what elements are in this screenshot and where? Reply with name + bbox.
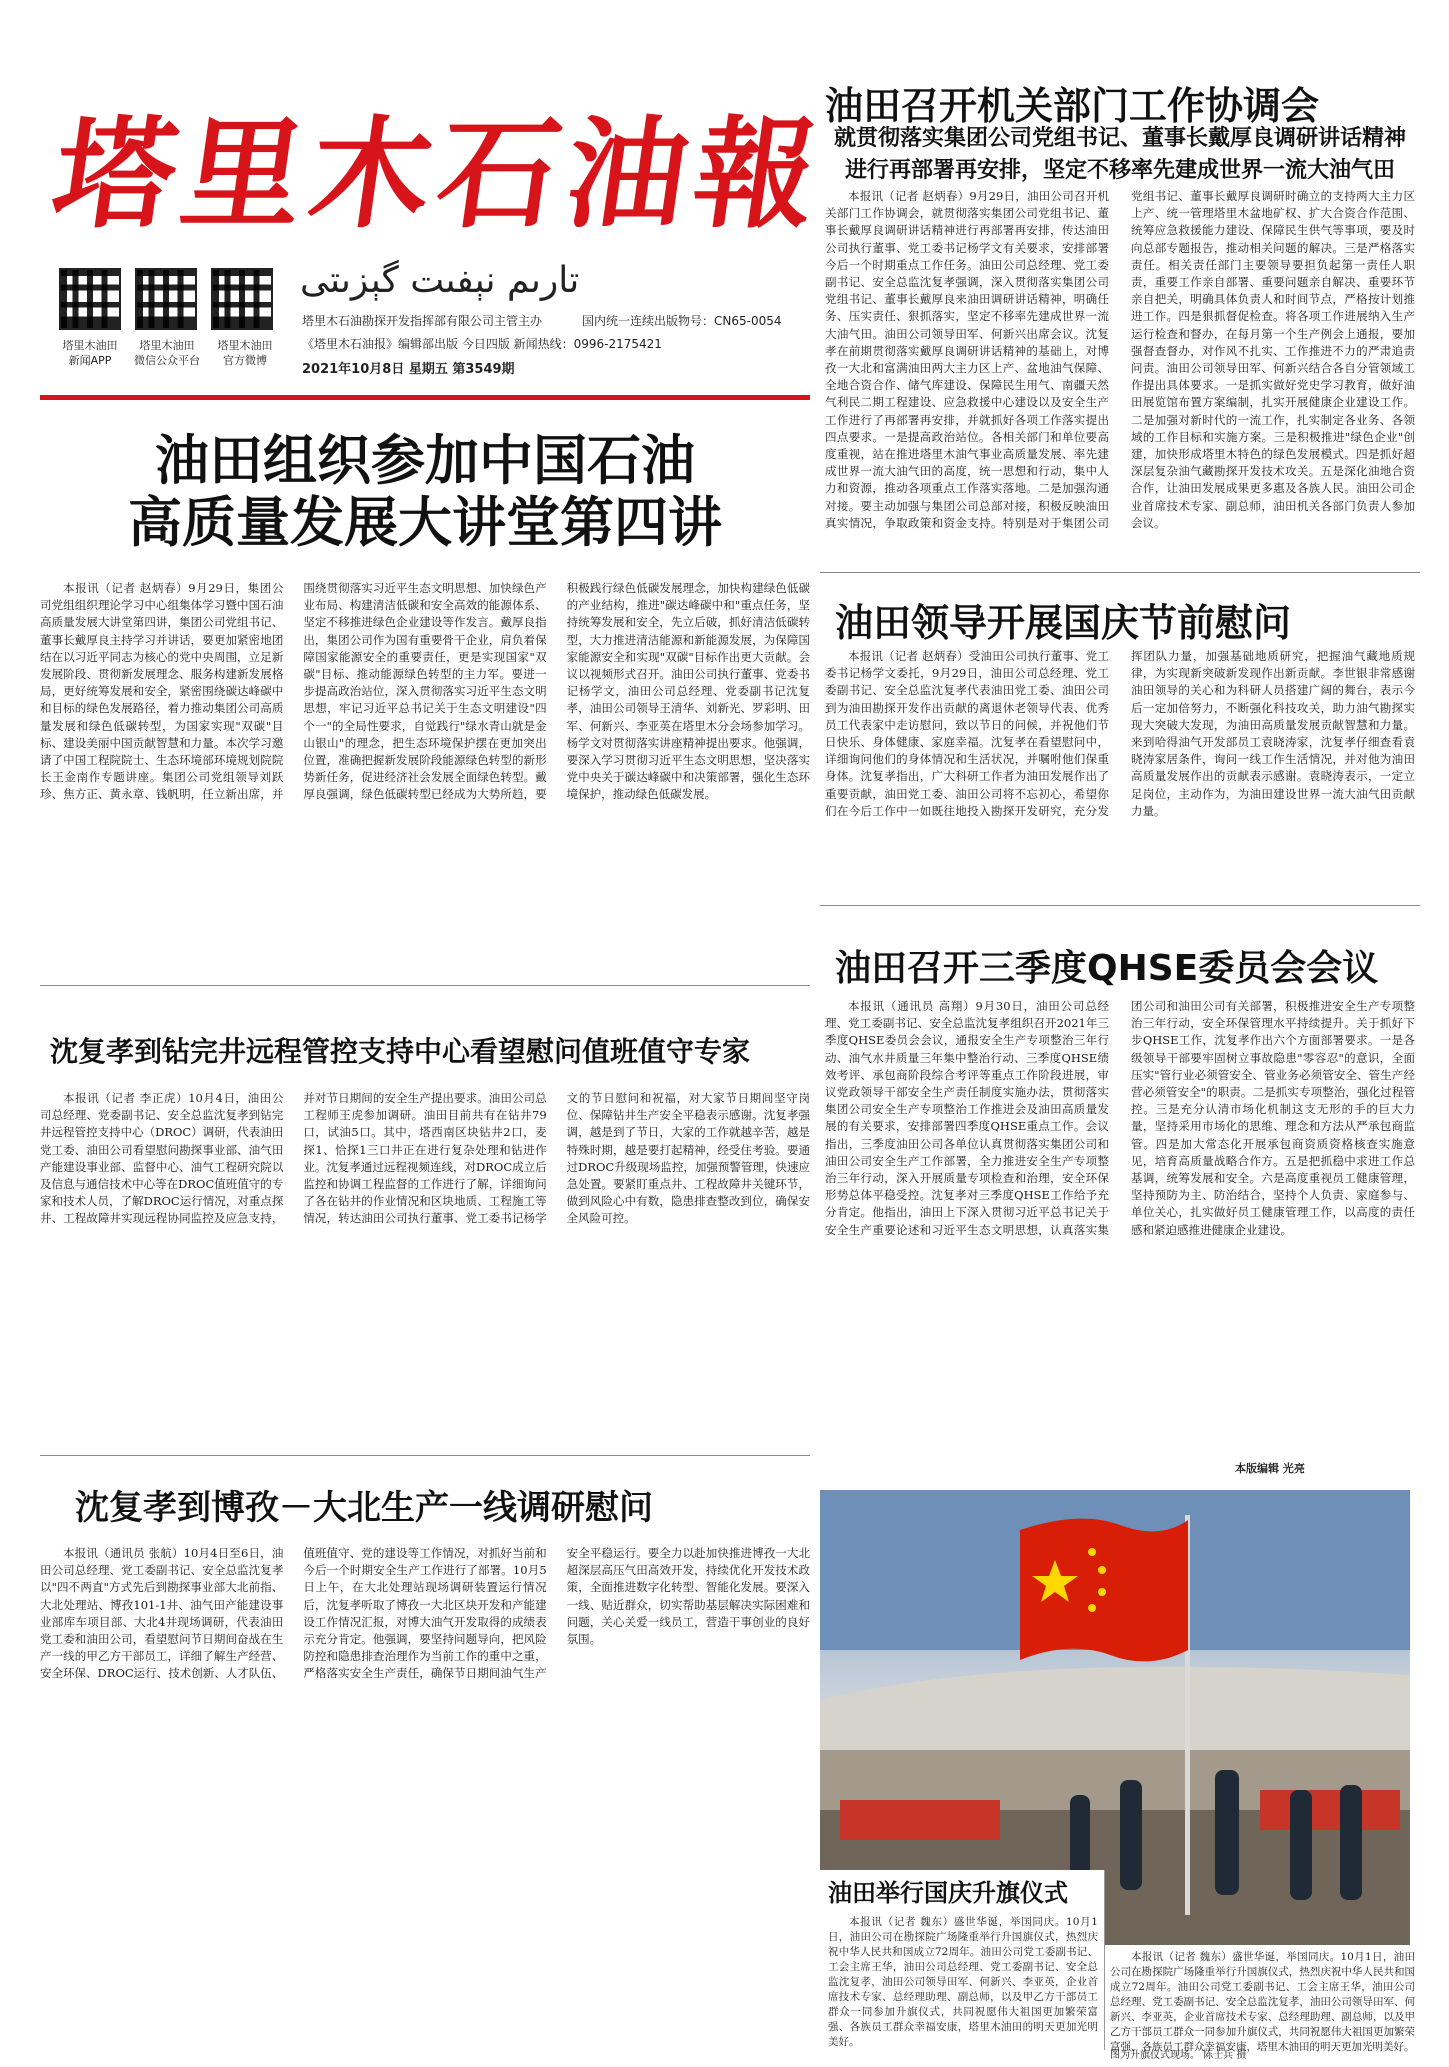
article4-headline[interactable]: 油田召开机关部门工作协调会 (825, 84, 1320, 128)
qr-label-weibo: 塔里木油田 官方微博 (217, 339, 273, 367)
article5-headline[interactable]: 油田领导开展国庆节前慰问 (835, 601, 1292, 645)
edition-line: 《塔里木石油报》编辑部出版 今日四版 新闻热线：0996-2175421 (302, 337, 662, 351)
qr-code-weibo-icon[interactable] (211, 268, 273, 330)
article3-headline[interactable]: 沈复孝到博孜－大北生产一线调研慰问 (75, 1488, 653, 1528)
lead-headline-line2: 高质量发展大讲堂第四讲 (128, 491, 722, 555)
article4-subhead (820, 122, 1420, 186)
issue-date: 2021年10月8日 星期五 第3549期 (302, 362, 515, 377)
issn-line: 国内统一连续出版物号：CN65-0054 (582, 314, 782, 328)
divider (40, 985, 810, 986)
qr-code-app-icon[interactable] (59, 268, 121, 330)
article2-headline[interactable]: 沈复孝到钻完井远程管控支持中心看望慰问值班值守专家 (50, 1035, 751, 1068)
lead-headline-line1: 油田组织参加中国石油 (155, 429, 695, 492)
photo-caption-body-left: 本报讯（记者 魏东）盛世华诞，举国同庆。10月1日，油田公司在勘探院广场隆重举行升国旗仪式，热烈庆祝中华人民共和国成立72周年。油田公司党工委副书记、工会主席王华，油田公司总经理、党工委副书记、安全总监沈复孝，油田公司领导田军、何新兴、李亚英，企业首席技术专家、总经理助理、副总师，以及甲乙方干部员工群众一同参加升旗仪式，共同祝愿伟大祖国更加繁荣富强、各族员工群众幸福安康，塔里木油田的明天更加光明美好。 (828, 1916, 1098, 2048)
article2-body: 本报讯（记者 李正虎）10月4日，油田公司总经理、党委副书记、安全总监沈复孝到钻完井远程管控支持中心（DROC）调研，代表油田党工委、油田公司看望慰问勘探事业部、油气田产能建设事业部、监督中心、油气工程研究院以及信息与通信技术中心等在DROC值班值守的专家和技术人员，了解DROC运行情况，对重点探井、工程故障井实现远程协同监控及应急支持，并对节日期间的安全生产提出要求。油田公司总工程师王虎参加调研。油田目前共有在钻井79口，试油5口。其中，塔西南区块钻井2口，麦探1、恰探1三口井正在进行复杂处理和钻进作业。沈复孝通过远程视频连线，对DROC成立后监控和协调工程监督的工作进行了解，详细询问了各在钻井的作业情况和区块地质、工程施工等情况，转达油田公司执行董事、党工委书记杨学文的节日慰问和祝福，对大家节日期间坚守岗位、保障钻井生产安全平稳表示感谢。沈复孝强调，越是到了节日，大家的工作就越辛苦，越是特殊时期，越是要打起精神，经受住考验。要通过DROC升级现场监控，加强预警管理，快速应急处置。要紧盯重点井、工程故障井关键环节，做到风险心中有数，隐患排查整改到位，确保安全风险可控。 (40, 1091, 810, 1226)
masthead-title: 塔里木石油報 (45, 104, 833, 245)
article5-body: 本报讯（记者 赵炳春）受油田公司执行董事、党工委书记杨学文委托，9月29日，油田公司总经理、党工委副书记、安全总监沈复孝代表油田党工委、油田公司到为油田勘探开发作出贡献的离退休老领导代表、优秀员工代表家中走访慰问，致以节日的问候，并祝他们节日快乐、身体健康、家庭幸福。沈复孝在看望慰问中，详细询问他们的身体情况和生活状况，并嘱咐他们保重身体。沈复孝指出，广大科研工作者为油田发展作出了重要贡献，油田党工委、油田公司将不忘初心，希望你们在今后工作中一如既往地投入勘探开发研究，充分发挥团队力量，加强基础地质研究，把握油气藏地质规律，为实现新突破新发现作出新贡献。李世银非常感谢油田领导的关心和为科研人员搭建广阔的舞台，表示今后一定加倍努力，不断强化科技攻关，助力油气勘探实现大突破大发现，为油田高质量发展贡献智慧和力量。来到哈得油气开发部员工袁晓涛家，沈复孝仔细查看袁晓涛家居条件，询问一线工作生活情况，并对他为油田高质量发展作出的贡献表示感谢。袁晓涛表示，一定立足岗位，主动作为，为油田建设世界一流大油气田贡献力量。 (825, 649, 1415, 818)
lead-headline[interactable] (40, 430, 810, 554)
article3-body: 本报讯（通讯员 张航）10月4日至6日，油田公司总经理、党工委副书记、安全总监沈复孝以"四不两直"方式先后到勘探事业部大北前指、大北处理站、博孜101-1井、油气田产能建设事业部库车项目部、大北4井现场调研，代表油田党工委和油田公司，看望慰问节日期间奋战在生产一线的甲乙方干部员工，详细了解生产经营、安全环保、DROC运行、技术创新、人才队伍、值班值守、党的建设等工作情况，对抓好当前和今后一个时期安全生产工作进行了部署。10月5日上午，在大北处理站现场调研装置运行情况后，沈复孝听取了博孜一大北区块开发和产能建设工作情况汇报，对博大油气开发取得的成绩表示充分肯定。他强调，要坚持问题导向，把风险防控和隐患排查治理作为当前工作的重中之重，严格落实安全生产责任，确保节日期间油气生产安全平稳运行。要全力以赴加快推进博孜一大北超深层高压气田高效开发，持续优化开发技术政策，全面推进数字化转型、智能化发展。要深入一线、贴近群众，切实帮助基层解决实际困难和问题，关心关爱一线员工，营造干事创业的良好氛围。 (40, 1546, 810, 1681)
divider (820, 905, 1420, 906)
article4-subhead-line2: 进行再部署再安排，坚定不移率先建成世界一流大油气田 (844, 157, 1395, 183)
qr-codes (55, 268, 285, 378)
article4-subhead-line1: 就贯彻落实集团公司党组书记、董事长戴厚良调研讲话精神 (833, 125, 1406, 151)
qr-code-wechat-icon[interactable] (135, 268, 197, 330)
photo-credit: 图为升旗仪式现场。 陈士兵 摄 (1110, 2050, 1247, 2061)
photo-caption-body: 本报讯（记者 魏东）盛世华诞，举国同庆。10月1日，油田公司在勘探院广场隆重举行升国旗仪式，热烈庆祝中华人民共和国成立72周年。油田公司党工委副书记、工会主席王华，油田公司总经理、党工委副书记、安全总监沈复孝，油田公司领导田军、何新兴、李亚英，企业首席技术专家、总经理助理、副总师，以及甲乙方干部员工群众一同参加升旗仪式，共同祝愿伟大祖国更加繁荣富强、各族员工群众幸福安康，塔里木油田的明天更加光明美好。 (1110, 1951, 1415, 2053)
masthead-uyghur: تارىم نېفىت گېزىتى (300, 260, 580, 301)
article4-body: 本报讯（记者 赵炳春）9月29日，油田公司召开机关部门工作协调会，就贯彻落实集团公司党组书记、董事长戴厚良调研讲话精神进行再部署再安排，传达油田公司执行董事、党工委书记杨学文有关要求，安排部署今后一个时期重点工作任务。油田公司总经理、党工委副书记、安全总监沈复孝强调，深入贯彻落实集团公司党组书记、董事长戴厚良来油田调研讲话精神，明确任务、压实责任、狠抓落实，坚定不移率先建成世界一流大油气田。油田公司领导田军、何新兴出席会议。沈复孝在前期贯彻落实戴厚良调研讲话精神的基础上，对博孜一大北和富满油田两大主力区上产、盆地油气保障、全地合资合作、储气库建设、保障民生用气、南疆天然气利民二期工程建设、应急救援中心建设以及安全生产工作进行了再部署再安排，并就抓好各项工作落实提出四点要求。一是提高政治站位。各相关部门和单位要高度重视，站在推进塔里木油气事业高质量发展、率先建成世界一流大油气田的高度，统一思想和行动，集中人力和资源，推动各项重点工作落实落地。二是加强沟通对接。要主动加强与集团公司总部对接，积极反映油田真实情况，争取政策和资金支持。特别是对于集团公司党组书记、董事长戴厚良调研时确立的支持两大主力区上产、统一管理塔里木盆地矿权、扩大合资合作范围、统筹应急救援能力建设、保障民生供气等事项，要及时向总部专题报告，推动相关问题的解决。三是严格落实责任。相关责任部门主要领导要担负起第一责任人职责，重要工作亲自部署、重要问题亲自解决、重要环节亲自把关，明确具体负责人和时间节点，严格按计划推进工作。四是狠抓督促检查。将各项工作进展纳入生产运行检查和督办，在每月第一个生产例会上通报，要加强督查督办，对作风不扎实、工作推进不力的严肃追责问责。油田公司领导田军、何新兴结合各自分管领域工作提出具体要求。一是抓实做好党史学习教育，做好油田展览馆布置方案编制，扎实开展健康企业建设工作。二是加强对新时代的一流工作，扎实制定各业务、各领域的工作目标和实施方案。三是积极推进"绿色企业"创建，加快形成塔里木特色的绿色发展模式。四是抓好超深层复杂油气藏勘探开发技术攻关。五是深化油地合资合作，让油田发展成果更多惠及各族人民。油田公司企业首席技术专家、副总师，油田机关各部门负责人参加会议。 (825, 189, 1415, 530)
photo-caption-title[interactable]: 油田举行国庆升旗仪式 (828, 1879, 1068, 1907)
qr-label-wechat: 塔里木油田 微信公众平台 (134, 339, 200, 367)
divider (40, 1455, 810, 1456)
masthead-rule (40, 395, 810, 400)
qr-label-app: 塔里木油田 新闻APP (62, 339, 118, 367)
publisher-line: 塔里木石油勘探开发指挥部有限公司主管主办 (302, 314, 543, 328)
lead-article-body: 本报讯（记者 赵炳春）9月29日，集团公司党组组织理论学习中心组集体学习暨中国石油高质量发展大讲堂第四讲，集团公司党组书记、董事长戴厚良主持学习并讲话，要更加紧密地团结在以习近平同志为核心的党中央周围，立足新发展阶段、贯彻新发展理念、服务构建新发展格局，更好统筹发展和安全，紧密围绕碳达峰碳中和目标的绿色发展路径，着力推动集团公司高质量发展和绿色低碳转型，为国家实现"双碳"目标、建设美丽中国贡献智慧和力量。本次学习邀请了中国工程院院士、生态环境部环境规划院院长王金南作专题讲座。集团公司党组领导刘跃珍、焦方正、黄永章、钱帆明，任立新出席，并围绕贯彻落实习近平生态文明思想、加快绿色产业布局、构建清洁低碳和安全高效的能源体系、坚定不移推进绿色企业建设等作发言。戴厚良指出，集团公司作为国有重要骨干企业，肩负着保障国家能源安全的重要责任，更是实现国家"双碳"目标、推动能源绿色转型的主力军。要进一步提高政治站位，深入贯彻落实习近平生态文明思想，牢记习近平总书记关于生态文明建设"四个一"的全局性要求，自觉践行"绿水青山就是金山银山"的理念，把生态环境保护摆在更加突出位置，准确把握新发展阶段能源绿色转型的新形势新任务，促进经济社会发展全面绿色转型。戴厚良强调，绿色低碳转型已经成为大势所趋，要积极践行绿色低碳发展理念，加快构建绿色低碳的产业结构，推进"碳达峰碳中和"重点任务，坚持统筹发展和安全，先立后破，抓好清洁低碳转型，大力推进清洁能源和新能源发展，为保障国家能源安全和实现"双碳"目标作出更大贡献。会议以视频形式召开。油田公司执行董事、党委书记杨学文，油田公司总经理、党委副书记沈复孝，油田公司领导王清华、刘新光、罗彩明、田军、何新兴、李亚英在塔里木分会场参加学习。杨学文对贯彻落实讲座精神提出要求。他强调，要深入学习贯彻习近平生态文明思想，坚决落实党中央关于碳达峰碳中和决策部署，强化生态环境保护，推动绿色低碳发展。 (40, 581, 810, 802)
article6-headline[interactable]: 油田召开三季度QHSE委员会会议 (835, 948, 1379, 989)
article6-body: 本报讯（通讯员 高翔）9月30日，油田公司总经理、党工委副书记、安全总监沈复孝组织召开2021年三季度QHSE委员会会议，通报安全生产专项整治三年行动、油气水井质量三年集中整治行动、三季度QHSE绩效考评、承包商阶段综合考评等重点工作阶段进展，审议党政领导干部安全生产责任制度实施办法，贯彻落实集团公司安全生产专项整治工作推进会及油田高质量发展的有关要求，安排部署四季度QHSE重点工作。会议指出，三季度油田公司各单位认真贯彻落实集团公司和油田公司安全生产工作部署，全力推进安全生产专项整治三年行动，深入开展质量专项检查和治理，安全环保形势总体平稳受控。沈复孝对三季度QHSE工作给予充分肯定。他指出，油田上下深入贯彻习近平总书记关于安全生产重要论述和习近平生态文明思想，认真落实集团公司和油田公司有关部署，积极推进安全生产专项整治三年行动，安全环保管理水平持续提升。关于抓好下步QHSE工作，沈复孝作出六个方面部署要求。一是各级领导干部要牢固树立事故隐患"零容忍"的意识，全面压实"管行业必须管安全、管业务必须管安全、管生产经营必须管安全"的职责。二是抓实专项整治，强化过程管控。三是充分认清市场化机制这支无形的手的巨大力量，坚持采用市场化的思维、理念和方法从严承包商监管。四是加大常态化开展承包商资质资格核查实施意见，培育高质量战略合作方。五是把抓稳中求进工作总基调，统筹发展和安全。六是高度重视员工健康管理，坚持预防为主、防治结合，坚持个人负责、家庭参与、单位关心，扎实做好员工健康管理工作，以高度的责任感和紧迫感推进健康企业建设。 (825, 999, 1415, 1237)
divider (820, 572, 1420, 573)
editor-credit: 本版编辑 光亮 (1235, 1462, 1305, 1475)
